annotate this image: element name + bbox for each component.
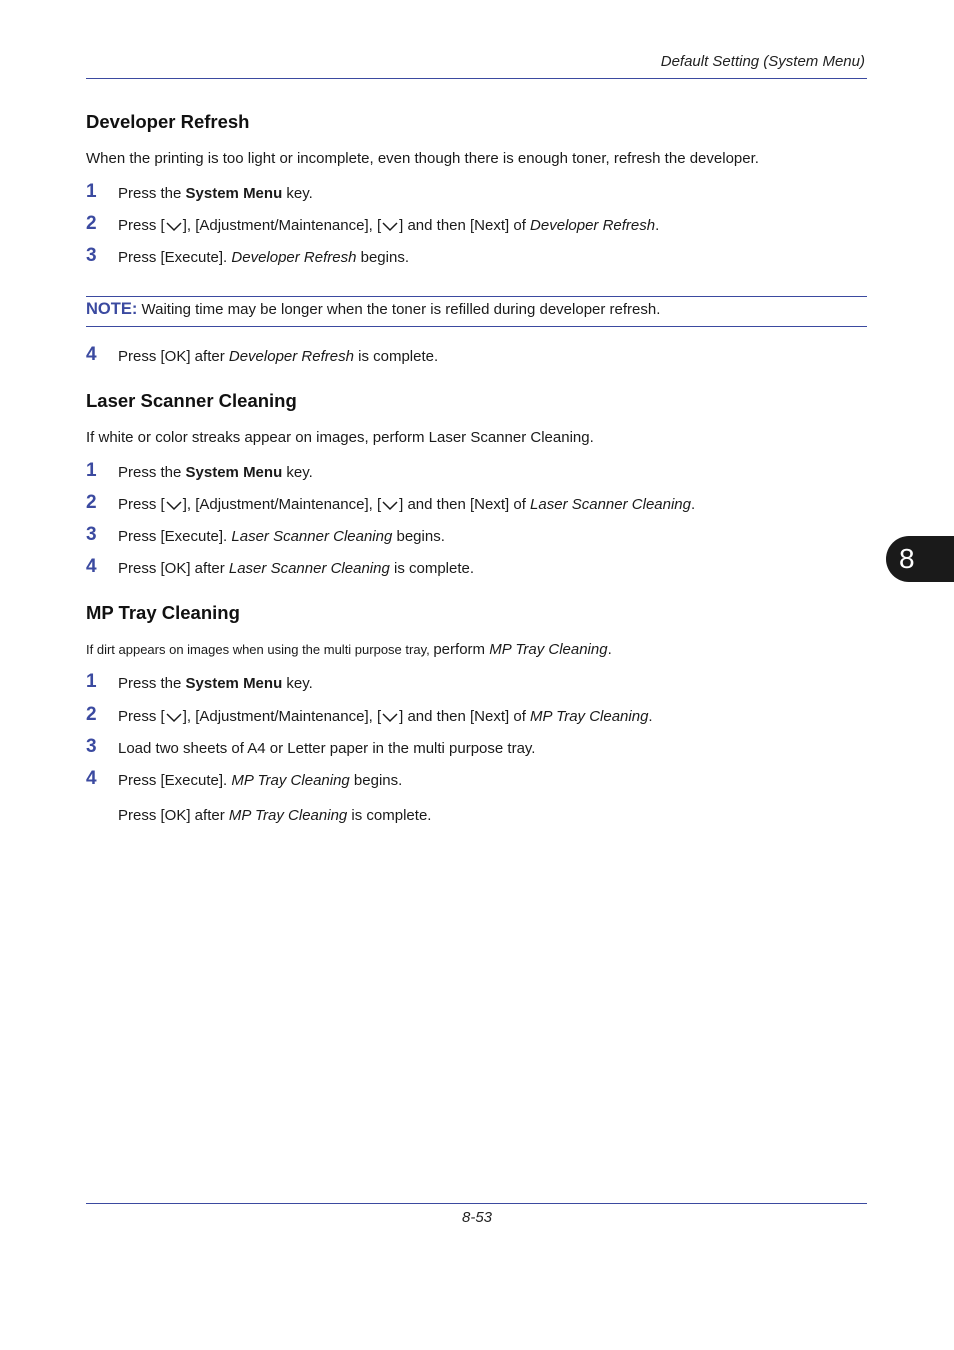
laser-scanner-intro: If white or color streaks appear on images, perform Laser Scanner Cleaning. [86, 429, 594, 446]
chapter-tab: 8 [886, 536, 954, 582]
step-number: 2 [86, 704, 97, 725]
step-number: 1 [86, 460, 97, 481]
step-number: 1 [86, 671, 97, 692]
developer-refresh-intro: When the printing is too light or incomplete, even though there is enough toner, refresh the developer. [86, 150, 759, 167]
step-number: 3 [86, 245, 97, 266]
step-number: 3 [86, 736, 97, 757]
chevron-down-icon [381, 499, 399, 511]
chevron-down-icon [165, 711, 183, 723]
step-number: 4 [86, 556, 97, 577]
step-number: 4 [86, 344, 97, 365]
note-rule-top [86, 296, 867, 297]
chevron-down-icon [165, 499, 183, 511]
step-number: 2 [86, 492, 97, 513]
running-header: Default Setting (System Menu) [660, 53, 865, 70]
chevron-down-icon [381, 711, 399, 723]
chevron-down-icon [165, 220, 183, 232]
heading-mp-tray-cleaning: MP Tray Cleaning [86, 602, 240, 623]
page-number: 8-53 [461, 1209, 493, 1226]
step-number: 3 [86, 524, 97, 545]
step-number: 1 [86, 181, 97, 202]
note-rule-bottom [86, 326, 867, 327]
chevron-down-icon [381, 220, 399, 232]
step-number: 2 [86, 213, 97, 234]
heading-developer-refresh: Developer Refresh [86, 111, 250, 132]
note: NOTE: Waiting time may be longer when the toner is refilled during developer refresh. [86, 300, 661, 318]
step-number: 4 [86, 768, 97, 789]
footer-rule [86, 1203, 867, 1204]
heading-laser-scanner-cleaning: Laser Scanner Cleaning [86, 390, 297, 411]
system-menu-key: System Menu [185, 675, 283, 692]
mp-tray-intro: If dirt appears on images when using the multi purpose tray, perform MP Tray Cleaning. [86, 641, 612, 658]
header-rule [86, 78, 867, 79]
system-menu-key: System Menu [185, 464, 283, 481]
note-label: NOTE: [86, 300, 138, 318]
system-menu-key: System Menu [185, 185, 283, 202]
